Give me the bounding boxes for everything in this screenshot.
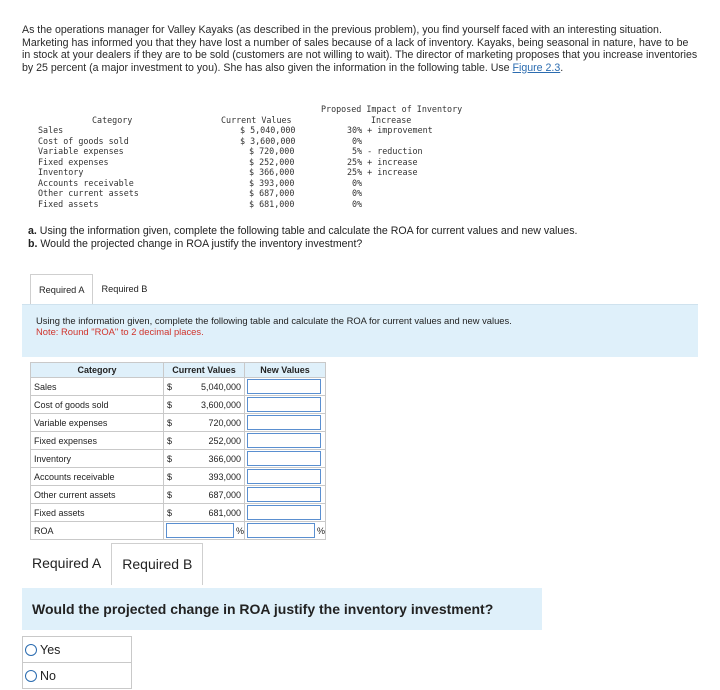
roa-row — [31, 522, 326, 540]
table-row — [31, 504, 326, 522]
row-dollar: $ — [164, 432, 180, 450]
row-category: Inventory — [31, 450, 164, 468]
radio-no-icon[interactable] — [25, 670, 37, 682]
source-row-category: Inventory — [38, 167, 84, 177]
source-row — [38, 125, 478, 136]
row-current-value: 5,040,000 — [180, 378, 245, 396]
source-row-current: $ 366,000 — [249, 167, 295, 177]
tab-required-b-top[interactable]: Required B — [101, 284, 148, 294]
row-dollar: $ — [164, 396, 180, 414]
row-category: Cost of goods sold — [31, 396, 164, 414]
question-b-label: b. — [28, 237, 38, 250]
question-a-label: a. — [28, 225, 37, 237]
new-value-input-fixed-assets[interactable] — [247, 505, 321, 520]
source-row-impact: 5% - reduction — [352, 146, 423, 156]
row-current-value: 3,600,000 — [180, 396, 245, 414]
source-row-category: Accounts receivable — [38, 177, 134, 188]
roa-new-input[interactable] — [247, 523, 315, 538]
row-dollar: $ — [164, 378, 180, 396]
source-row — [38, 167, 478, 178]
source-header-proposed-1: Proposed Impact of Inventory — [321, 104, 463, 114]
source-row-current: $ 252,000 — [249, 156, 295, 167]
row-current-value: 366,000 — [180, 450, 245, 468]
answer-table-header — [31, 363, 326, 378]
option-yes-label: Yes — [40, 642, 61, 657]
source-row-current: $ 687,000 — [249, 188, 295, 198]
row-dollar: $ — [164, 468, 180, 486]
source-row-impact: 0% — [352, 135, 363, 146]
row-current-value: 393,000 — [180, 468, 245, 486]
row-current-value: 252,000 — [180, 432, 245, 450]
option-no[interactable] — [23, 663, 131, 688]
tab-required-b-bottom[interactable]: Required B — [111, 543, 203, 585]
problem-text: As the operations manager for Valley Kayaks (as described in the previous problem), you find yourself faced with an interesting situation. Marketing has informed you that they have lost a number of sales because of a lack of inventory. Kayaks, being seasonal in nature, have to be in stock at your dealers if they are to be sold (customers are not willing to wait). The director of marketing proposes that you increase inventories by 25 percent (a major investment to you). She has also given the information in the following table. Use — [22, 24, 698, 74]
roa-current-input[interactable] — [166, 523, 234, 538]
source-row — [38, 188, 478, 199]
instructions-note: Note: Round "ROA" to 2 decimal places. — [36, 326, 204, 337]
source-header-proposed-2: Increase — [371, 115, 412, 125]
source-row-current: $ 393,000 — [249, 177, 295, 188]
table-row — [31, 432, 326, 450]
question-b — [28, 238, 577, 251]
radio-yes-icon[interactable] — [25, 644, 37, 656]
answer-options — [22, 636, 132, 689]
source-header-category: Category — [92, 115, 133, 125]
instructions-text: Using the information given, complete the following table and calculate the ROA for current values and new values. — [36, 315, 512, 326]
source-row-category: Variable expenses — [38, 146, 124, 156]
new-value-input-fixed-expenses[interactable] — [247, 433, 321, 448]
new-value-input-sales[interactable] — [247, 379, 321, 394]
source-row-impact: 0% — [352, 177, 363, 188]
source-row — [38, 136, 478, 147]
table-row — [31, 486, 326, 504]
source-row-category: Fixed expenses — [38, 156, 109, 167]
row-category: Sales — [31, 378, 164, 396]
row-current-value: 681,000 — [180, 504, 245, 522]
row-current-value: 687,000 — [180, 486, 245, 504]
source-row-current: $ 681,000 — [249, 198, 295, 209]
source-row-category: Other current assets — [38, 188, 139, 198]
row-dollar: $ — [164, 486, 180, 504]
roa-label: ROA — [31, 522, 164, 540]
source-row-impact: 0% — [352, 198, 363, 209]
source-row-category: Cost of goods sold — [38, 135, 129, 146]
question-b-prompt: Would the projected change in ROA justify the inventory investment? — [22, 588, 542, 630]
new-value-input-inventory[interactable] — [247, 451, 321, 466]
source-row-impact: 0% — [352, 188, 363, 198]
source-row-impact: 25% + increase — [347, 156, 418, 167]
tab-required-a-bottom[interactable]: Required A — [32, 555, 102, 571]
source-row-impact: 30% + improvement — [347, 125, 433, 135]
row-dollar: $ — [164, 504, 180, 522]
table-row — [31, 450, 326, 468]
problem-statement — [22, 24, 698, 74]
question-a — [28, 225, 577, 238]
table-row — [31, 396, 326, 414]
new-value-input-variable-expenses[interactable] — [247, 415, 321, 430]
row-current-value: 720,000 — [180, 414, 245, 432]
tabs-top — [30, 274, 155, 304]
source-row-impact: 25% + increase — [347, 167, 418, 177]
questions — [28, 225, 577, 250]
source-table — [38, 104, 478, 210]
row-category: Other current assets — [31, 486, 164, 504]
table-row — [31, 378, 326, 396]
table-row — [31, 414, 326, 432]
header-current-values: Current Values — [164, 363, 245, 378]
roa-new-pct: % — [317, 525, 326, 536]
option-no-label: No — [40, 668, 56, 683]
row-category: Variable expenses — [31, 414, 164, 432]
tab-required-a-top[interactable]: Required A — [30, 274, 93, 304]
new-value-input-accounts-receivable[interactable] — [247, 469, 321, 484]
header-new-values: New Values — [245, 363, 326, 378]
source-row-current: $ 720,000 — [249, 146, 295, 156]
option-yes[interactable] — [23, 637, 131, 663]
source-row-current: $ 5,040,000 — [240, 125, 296, 135]
source-row — [38, 199, 478, 210]
answer-table — [30, 362, 326, 540]
source-row — [38, 178, 478, 189]
instructions-box — [22, 304, 698, 357]
figure-link[interactable]: Figure 2.3 — [512, 61, 561, 74]
header-category: Category — [31, 363, 164, 378]
source-row-category: Sales — [38, 125, 64, 135]
row-category: Fixed expenses — [31, 432, 164, 450]
source-row-category: Fixed assets — [38, 198, 99, 209]
row-category: Accounts receivable — [31, 468, 164, 486]
row-dollar: $ — [164, 414, 180, 432]
row-category: Fixed assets — [31, 504, 164, 522]
row-dollar: $ — [164, 450, 180, 468]
table-row — [31, 468, 326, 486]
question-b-text: Would the projected change in ROA justify the inventory investment? — [37, 237, 363, 250]
source-row — [38, 157, 478, 168]
question-a-text: Using the information given, complete the following table and calculate the ROA for current values and new values. — [36, 225, 578, 237]
new-value-input-other-current-assets[interactable] — [247, 487, 321, 502]
tabs-bottom — [22, 543, 203, 585]
source-header-current: Current Values — [221, 115, 292, 125]
problem-end: . — [560, 61, 564, 74]
source-row-current: $ 3,600,000 — [240, 135, 296, 146]
new-value-input-cogs[interactable] — [247, 397, 321, 412]
roa-current-pct: % — [236, 525, 245, 536]
source-row — [38, 146, 478, 157]
